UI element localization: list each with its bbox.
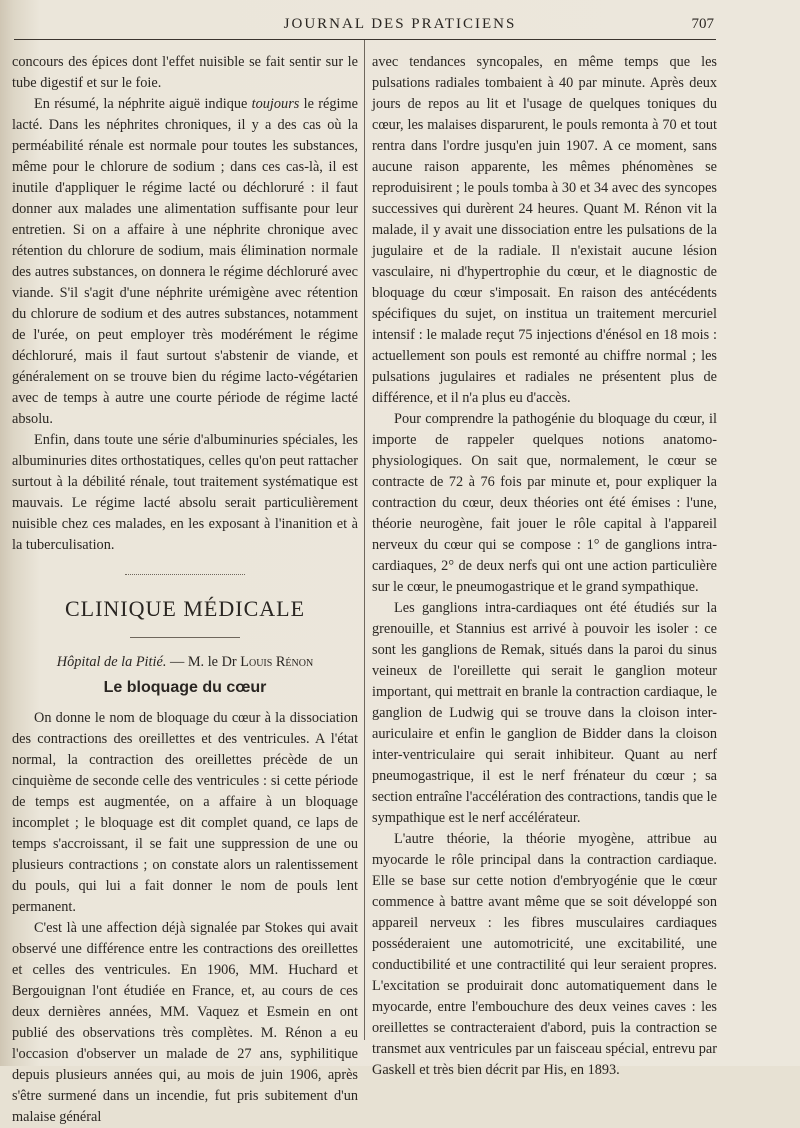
journal-title: JOURNAL DES PRATICIENS — [283, 16, 517, 32]
paragraph-myogene: L'autre théorie, la théorie myogène, attribue au myocarde le rôle principal dans la contraction cardiaque. Elle se base sur cette notion d'embryogénie que le cœur commence à battre avant même que se soit développé son appareil nerveux : les fibres musculaires cardiaques posséderaient une automotricité, une excitabilité, une conductibilité et une contractilité qui leur seraient propres. L'excitation se produirait donc automatiquement dans le myocarde, entre l'embouchure des deux veines caves : les oreillettes se contracteraient d'abord, puis la contraction se transmet aux ventricules par un faisceau spécial, entrevu par Gaskell et très bien décrit par His, en 1893. — [372, 831, 717, 1078]
header-rule — [14, 39, 716, 40]
byline-hospital: Hôpital de la Pitié. — [56, 654, 167, 670]
paragraph-history: C'est là une affection déjà signalée par Stokes qui avait observé une différence entre les contractions des oreillettes et celles des ventricules. En 1906, MM. Huchard et Bergouignan l'ont étudiée en France, et, au cours de ces deux dernières années, MM. Vaquez et Esmein en ont publié des observations très complètes. M. Rénon a eu l'occasion d'observer un malade de 27 ans, syphilitique depuis plusieurs années qui, au mois de juin 1906, après s'être surmené dans un incendie, fut pris subitement d'un malaise général — [12, 920, 358, 1125]
paragraph-epices: concours des épices dont l'effet nuisible se fait sentir sur le tube digestif et sur le foie. — [12, 54, 358, 91]
paragraph-albuminuries: Enfin, dans toute une série d'albuminuries spéciales, les albuminuries dites orthostatiques, celles qu'on peut rattacher surtout à la débilité rénale, tout traitement systématique est mauvais. Le régime lacté absolu serait particulièrement nuisible chez ces malades, en les exposant à l'inanition et à la tuberculisation. — [12, 432, 358, 553]
left-column — [12, 52, 358, 1128]
page-header — [0, 14, 800, 42]
byline-author: Louis Rénon — [240, 654, 314, 670]
right-column — [372, 52, 717, 1081]
resume-text-start: En résumé, la néphrite aiguë indique — [34, 96, 252, 112]
section-separator — [125, 574, 245, 575]
byline-prefix: — M. le Dr — [166, 654, 241, 670]
resume-emphasis: toujours — [251, 96, 300, 112]
article-byline — [12, 652, 358, 673]
paragraph-resume — [12, 94, 358, 430]
paragraph-definition: On donne le nom de bloquage du cœur à la dissociation des contractions des oreillettes et des ventricules. A l'état normal, la contraction des oreillettes précède de un cinquième de seconde celle des ventricules : si cette période de temps est augmentée, on a affaire à un bloquage incomplet ; le bloquage est dit complet quand, ce laps de temps s'accroissant, il se fait une suppression de une ou plusieurs contractions ; on constate alors un ralentissement du pouls, qui lui a fait donner le nom de pouls lent permanent. — [12, 710, 358, 915]
article-title: Le bloquage du cœur — [103, 679, 267, 696]
section-rule — [130, 637, 240, 638]
paragraph-case: avec tendances syncopales, en même temps que les pulsations radiales tombaient à 40 par minute. Après deux jours de repos au lit et l'usage de quelques toniques du cœur, les malaises disparurent, le pouls remonta à 70 et tout rentra dans l'ordre jusqu'en juin 1907. A ce moment, sans aucune raison apparente, les mêmes phénomènes se reproduisirent ; le pouls tomba à 30 et 34 avec des syncopes successives qui durèrent 24 heures. Quant M. Rénon vit la malade, il y avait une dissociation entre les pulsations de la jugulaire et de la radiale. Il n'existait aucune lésion vasculaire, ni d'hypertrophie du cœur, et le diagnostic de bloquage du cœur s'imposait. En raison des antécédents spécifiques du sujet, on institua un traitement mercuriel intensif : le malade reçut 75 injections d'énésol en 18 mois : actuellement son pouls est remonté au chiffre normal ; les pulsations jugulaires et radiales ne présentent plus de différence, et il n'a plus eu d'accès. — [372, 54, 717, 406]
section-title: CLINIQUE MÉDICALE — [64, 596, 306, 621]
page-number: 707 — [691, 16, 714, 32]
paragraph-ganglions: Les ganglions intra-cardiaques ont été étudiés sur la grenouille, et Stannius est arrivé à pouvoir les isoler : ce sont les ganglions de Remak, situés dans la paroi du sinus veineux de l'oreillette qui serait le ganglion moteur important, qui mettrait en branle la contraction cardiaque, le ganglion de Ludwig qui se trouve dans la cloison inter-auriculaire et enfin le ganglion de Bidder dans la cloison inter-ventriculaire qui serait inhibiteur. Quant au nerf pneumogastrique, il est le nerf frénateur du cœur ; sa section entraîne l'accélération des contractions, tandis que le sympathique est le nerf accélérateur. — [372, 600, 717, 826]
resume-text-end: le régime lacté. Dans les néphrites chroniques, il y a des cas où la perméabilité rénale est normale pour toutes les substances, même pour le chlorure de sodium ; dans ces cas-là, il est inutile d'appliquer le régime lacté ou déchloruré : il faut donner aux malades une alimentation suffisante pour leur entretien. Si on a affaire à une néphrite chronique avec rétention du chlorure de sodium, mais élimination normale des autres substances, on donnera le régime déchloruré avec viande. S'il s'agit d'une néphrite urémigène avec rétention du chlorure de sodium et des autres substances, notamment de l'urée, on peut employer très modérément le régime déchloruré, mais il faut surtout s'abstenir de viande, et généralement on se trouve bien du régime lacto-végétarien avec de temps à autre une courte période de régime lacté absolu. — [12, 96, 358, 427]
column-divider — [364, 40, 365, 1040]
paragraph-pathogenie: Pour comprendre la pathogénie du bloquage du cœur, il importe de rappeler quelques notions anatomo-physiologiques. On sait que, normalement, le cœur se contracte de 72 à 76 fois par minute et, pour expliquer la contraction du cœur, deux théories ont été émises : l'une, théorie neurogène, fait jouer le rôle capital à l'appareil nerveux du cœur qui se compose : 1° de ganglions intra-cardiaques, 2° de deux nerfs qui ont une action particulière sur le cœur, le pneumogastrique et le grand sympathique. — [372, 411, 717, 595]
